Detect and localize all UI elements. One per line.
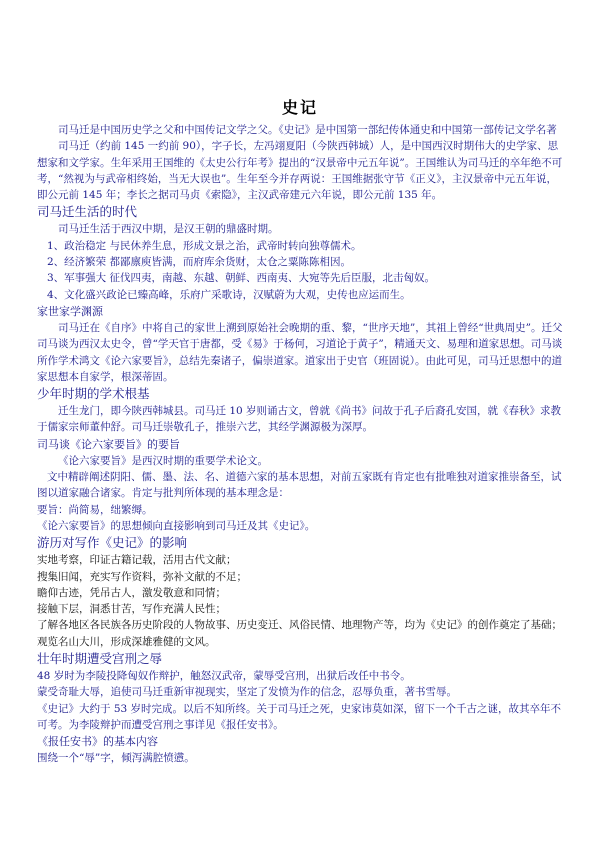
paragraph: 4、文化盛兴政论已臻高峰，乐府广采歌诗，汉赋蔚为大观，史传也应运而生。 [47,288,411,301]
paragraph: 蒙受奇耻大辱，追使司马迁重新审视现实，坚定了发愤为作的信念，忍辱负重，著书雪辱。 [37,686,457,699]
paragraph: 3、军事强大 征伐四夷，南越、东越、朝鲜、西南夷、大宛等先后臣服，北击匈奴。 [47,272,436,285]
section-heading: 司马谈《论六家要旨》的要旨 [37,437,180,451]
paragraph: 迁生龙门，即今陕西韩城县。司马迁 10 岁则诵古文，曾就《尚书》问故于孔子后裔孔安国，就《春秋》求教于儒家宗师董仲舒。司马迁崇敬孔子，推崇六艺，其经学渊源极为深厚。 [37,405,562,434]
paragraph: 1、政治稳定 与民休养生息，形成文景之治，武帝时转向独尊儒术。 [47,239,362,252]
section-heading: 家世家学渊源 [37,304,103,318]
paragraph: 司马迁是中国历史学之父和中国传记文学之父。《史记》是中国第一部纪传体通史和中国第一部传记文学名著 [58,124,557,136]
section-heading: 少年时期的学术根基 [37,386,150,402]
paragraph: 搜集旧闻，充实写作资料，弥补文献的不足； [37,570,247,583]
section-heading: 游历对写作《史记》的影响 [37,535,188,551]
paragraph: 《论六家要旨》的思想倾向直接影响到司马迁及其《史记》。 [37,519,316,532]
paragraph: 司马迁生活于西汉中期，是汉王朝的鼎盛时期。 [58,223,279,236]
paragraph: 了解各地区各民族各历史阶段的人物故事、历史变迁、风俗民情、地理物产等，均为《史记》的创作奠定了基础； [37,619,562,632]
paragraph: 《史记》大约于 53 岁时完成。以后不知所终。关于司马迁之死，史家讳莫如深，留下一个千古之谜，故其卒年不可考。为李陵辩护而遭受宫刑之事详见《报任安书》。 [37,702,562,731]
paragraph: 2、经济繁荣 都鄙廪庾皆满，而府库余货财，太仓之粟陈陈相因。 [47,256,352,269]
paragraph: 围绕一个“辱”字，倾泻满腔愤懑。 [37,752,195,765]
section-heading: 《报任安书》的基本内容 [37,735,158,749]
paragraph: 司马迁（约前 145 一约前 90），字子长，左冯翊夏阳（今陕西韩城）人，是中国西汉时期伟大的史学家、思想家和文学家。生年采用王国维的《太史公行年考》提出的“汉景帝中元五年说”。王国维认为司马迁的卒年绝不可考，“然视为与武帝相终始，当无大误也”。生年至今并存两说：王国维据张守节《正义》，主汉景帝中元五年说，即公元前 145 年；李长之据司马贞《索隐》，主汉武帝建元六年说，即公元前 135 年。 [37,140,563,202]
section-heading: 壮年时期遭受宫刑之辱 [37,651,163,667]
document-title: 史记 [281,98,318,117]
paragraph: 观览名山大川，形成深雄雅健的文风。 [37,635,216,648]
paragraph: 《论六家要旨》是西汉时期的重要学术论文。 [58,454,268,467]
paragraph: 实地考察，印证古籍记载，活用古代文献； [37,554,237,567]
section-heading: 司马迁生活的时代 [37,204,138,220]
paragraph: 司马迁在《自序》中将自己的家世上溯到原始社会晚期的重、黎，“世序天地”，其祖上曾经“世典周史”。迁父司马谈为西汉太史令，曾“学天官于唐都，受《易》于杨何，习道论于黄子”，精通天文、易理和道家思想。司马谈所作学术鸿文《论六家要旨》，总结先秦诸子，偏崇道家。道家出于史官（班固说）。由此可见，司马迁思想中的道家思想本自家学，根深蒂固。 [37,321,563,383]
paragraph: 文中精辟阐述阴阳、儒、墨、法、名、道德六家的基本思想，对前五家既有肯定也有批唯独对道家推崇备至，试图以道家融合诸家。肯定与批判所体现的基本理念是： [37,471,562,500]
paragraph: 接触下层，洞悉甘苦，写作充满人民性； [37,603,226,616]
document-body [37,122,565,767]
paragraph: 48 岁时为李陵投降匈奴作辩护，触怒汉武帝，蒙辱受宫刑，出狱后改任中书令。 [37,670,411,683]
paragraph: 要旨：尚简易，绌繁缛。 [37,503,153,516]
paragraph: 瞻仰古迹，凭吊古人，激发敬意和同情； [37,586,226,599]
